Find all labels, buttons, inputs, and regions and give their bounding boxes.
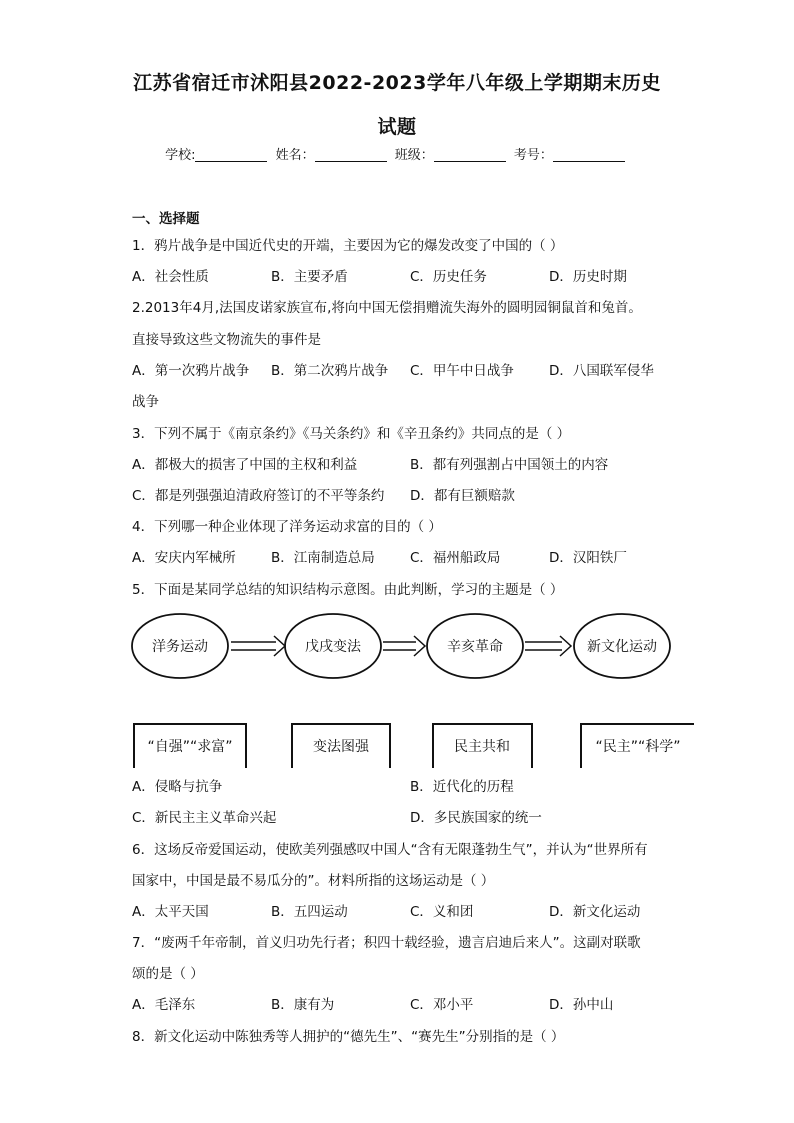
q7-option-d[interactable]: D．孙中山	[549, 997, 614, 1013]
knowledge-structure-diagram	[128, 608, 694, 768]
class-blank[interactable]	[434, 147, 506, 162]
school-label: 学校:	[165, 148, 196, 163]
q5-stem: 5．下面是某同学总结的知识结构示意图。由此判断，学习的主题是（ ）	[132, 582, 564, 598]
q6-option-b[interactable]: B．五四运动	[271, 904, 348, 920]
double-arrow-icon-1	[231, 636, 285, 656]
box-label-2: 变法图强	[313, 739, 369, 755]
q6-option-c[interactable]: C．义和团	[410, 904, 474, 920]
q4-option-d[interactable]: D．汉阳铁厂	[549, 550, 627, 566]
q2-option-c[interactable]: C．甲午中日战争	[410, 363, 514, 379]
q7-stem-line2: 颂的是（ ）	[132, 966, 204, 982]
q2-option-d-wrap: 战争	[132, 394, 159, 410]
q4-option-b[interactable]: B．江南制造总局	[271, 550, 375, 566]
node-label-2: 戊戌变法	[305, 639, 361, 655]
q4-option-a[interactable]: A．安庆内军械所	[132, 550, 236, 566]
q7-option-b[interactable]: B．康有为	[271, 997, 335, 1013]
q5-option-c[interactable]: C．新民主主义革命兴起	[132, 810, 277, 826]
double-arrow-icon-3	[525, 636, 571, 656]
q2-option-b[interactable]: B．第二次鸦片战争	[271, 363, 389, 379]
q2-option-d[interactable]: D．八国联军侵华	[549, 363, 654, 379]
q8-stem: 8．新文化运动中陈独秀等人拥护的“德先生”、“赛先生”分别指的是（ ）	[132, 1029, 565, 1045]
exam-no-label: 考号：	[513, 148, 553, 163]
exam-no-blank[interactable]	[553, 147, 625, 162]
q3-option-b[interactable]: B．都有列强割占中国领土的内容	[410, 457, 609, 473]
q3-option-d[interactable]: D．都有巨额赔款	[410, 488, 515, 504]
q7-option-a[interactable]: A．毛泽东	[132, 997, 196, 1013]
node-label-1: 洋务运动	[152, 639, 208, 655]
q5-option-d[interactable]: D．多民族国家的统一	[410, 810, 542, 826]
q6-option-a[interactable]: A．太平天国	[132, 904, 209, 920]
node-label-4: 新文化运动	[587, 639, 657, 655]
box-label-3: 民主共和	[454, 739, 510, 755]
name-blank[interactable]	[315, 147, 387, 162]
q5-option-b[interactable]: B．近代化的历程	[410, 779, 514, 795]
school-blank[interactable]	[195, 147, 267, 162]
q2-stem-line2: 直接导致这些文物流失的事件是	[132, 332, 321, 348]
q1-option-c[interactable]: C．历史任务	[410, 269, 487, 285]
q2-stem-line1: 2.2013年4月,法国皮诺家族宣布,将向中国无偿捐赠流失海外的圆明园铜鼠首和兔首。	[132, 300, 642, 316]
class-label: 班级：	[394, 148, 434, 163]
q1-option-d[interactable]: D．历史时期	[549, 269, 627, 285]
q5-option-a[interactable]: A．侵略与抗争	[132, 779, 223, 795]
q2-option-a[interactable]: A．第一次鸦片战争	[132, 363, 250, 379]
node-label-3: 辛亥革命	[447, 639, 503, 655]
box-label-4: “民主”“科学”	[595, 739, 681, 755]
section-heading: 一、选择题	[132, 211, 200, 227]
q7-stem-line1: 7．“废两千年帝制，首义归功先行者；积四十载经验，遗言启迪后来人”。这副对联歌	[132, 935, 641, 951]
q3-option-c[interactable]: C．都是列强强迫清政府签订的不平等条约	[132, 488, 385, 504]
name-label: 姓名：	[275, 148, 315, 163]
q4-option-c[interactable]: C．福州船政局	[410, 550, 501, 566]
q1-option-a[interactable]: A．社会性质	[132, 269, 209, 285]
box-label-1: “自强”“求富”	[147, 739, 233, 755]
q1-option-b[interactable]: B．主要矛盾	[271, 269, 348, 285]
q4-stem: 4．下列哪一种企业体现了洋务运动求富的目的（ ）	[132, 519, 442, 535]
q1-stem: 1．鸦片战争是中国近代史的开端，主要因为它的爆发改变了中国的（ ）	[132, 238, 564, 254]
exam-title-line1: 江苏省宿迁市沭阳县2022-2023学年八年级上学期期末历史	[133, 72, 661, 94]
double-arrow-icon-2	[383, 636, 425, 656]
exam-title-line2: 试题	[377, 116, 417, 138]
q3-option-a[interactable]: A．都极大的损害了中国的主权和利益	[132, 457, 358, 473]
q6-stem-line2: 国家中，中国是最不易瓜分的”。材料所指的这场运动是（ ）	[132, 873, 495, 889]
q6-stem-line1: 6．这场反帝爱国运动，使欧美列强感叹中国人“含有无限蓬勃生气”，并认为“世界所有	[132, 842, 648, 858]
student-info-row	[0, 144, 794, 163]
q7-option-c[interactable]: C．邓小平	[410, 997, 474, 1013]
q6-option-d[interactable]: D．新文化运动	[549, 904, 641, 920]
q3-stem: 3．下列不属于《南京条约》《马关条约》和《辛丑条约》共同点的是（ ）	[132, 426, 571, 442]
arrow-icons	[231, 636, 571, 656]
